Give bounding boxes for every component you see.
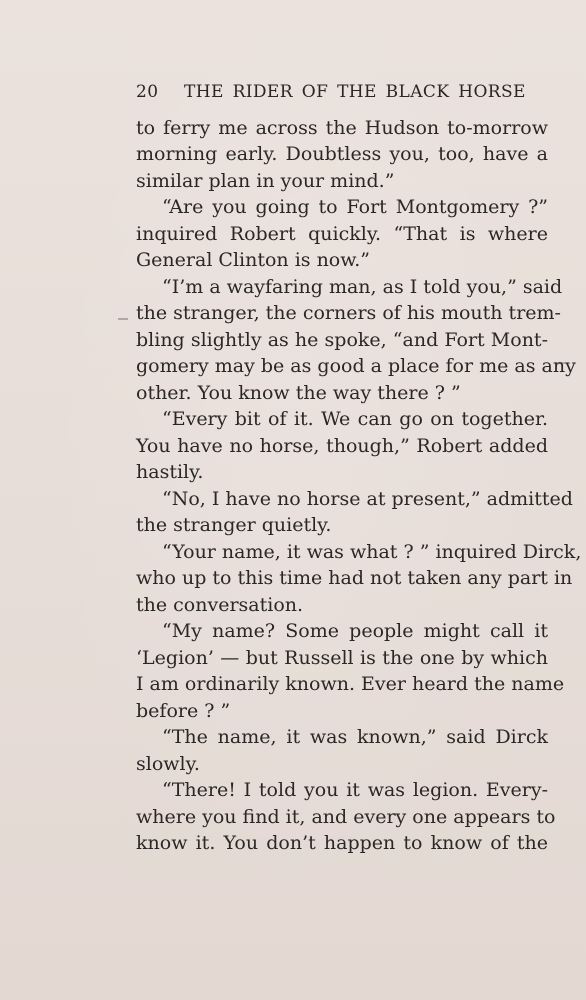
page-number: 20 <box>136 82 159 102</box>
body-line-6: General Clinton is now.” <box>136 249 371 271</box>
left-margin-mark <box>118 318 128 320</box>
body-line-24: “The name, it was known,” said Dirck <box>162 726 548 748</box>
body-line-2: morning early. Doubtless you, too, have a <box>136 143 548 165</box>
body-line-9: bling slightly as he spoke, “and Fort Mont- <box>136 329 548 351</box>
body-line-21: ‘Legion’ — but Russell is the one by which <box>136 647 548 669</box>
body-line-8: the stranger, the corners of his mouth trem- <box>136 302 561 324</box>
body-line-25: slowly. <box>136 753 200 775</box>
body-line-23: before ? ” <box>136 700 231 722</box>
body-line-28: know it. You don’t happen to know of the <box>136 832 548 854</box>
body-line-12: “Every bit of it. We can go on together. <box>162 408 548 430</box>
body-line-15: “No, I have no horse at present,” admitted <box>162 488 573 510</box>
body-line-27: where you find it, and every one appears to <box>136 806 556 828</box>
body-line-18: who up to this time had not taken any part in <box>136 567 573 589</box>
running-head <box>136 82 526 106</box>
body-line-14: hastily. <box>136 461 204 483</box>
body-line-1: to ferry me across the Hudson to-morrow <box>136 117 548 139</box>
body-line-11: other. You know the way there ? ” <box>136 382 461 404</box>
running-title: THE RIDER OF THE BLACK HORSE <box>184 82 526 102</box>
body-line-16: the stranger quietly. <box>136 514 332 536</box>
body-line-13: You have no horse, though,” Robert added <box>136 435 548 457</box>
body-line-5: inquired Robert quickly. “That is where <box>136 223 548 245</box>
body-line-7: “I’m a wayfaring man, as I told you,” said <box>162 276 563 298</box>
body-line-4: “Are you going to Fort Montgomery ?” <box>162 196 548 218</box>
body-line-20: “My name? Some people might call it <box>162 620 548 642</box>
body-line-19: the conversation. <box>136 594 304 616</box>
body-line-3: similar plan in your mind.” <box>136 170 395 192</box>
body-line-22: I am ordinarily known. Ever heard the name <box>136 673 565 695</box>
body-line-26: “There! I told you it was legion. Every- <box>162 779 548 801</box>
body-line-17: “Your name, it was what ? ” inquired Dirck, <box>162 541 582 563</box>
body-line-10: gomery may be as good a place for me as any <box>136 355 576 377</box>
